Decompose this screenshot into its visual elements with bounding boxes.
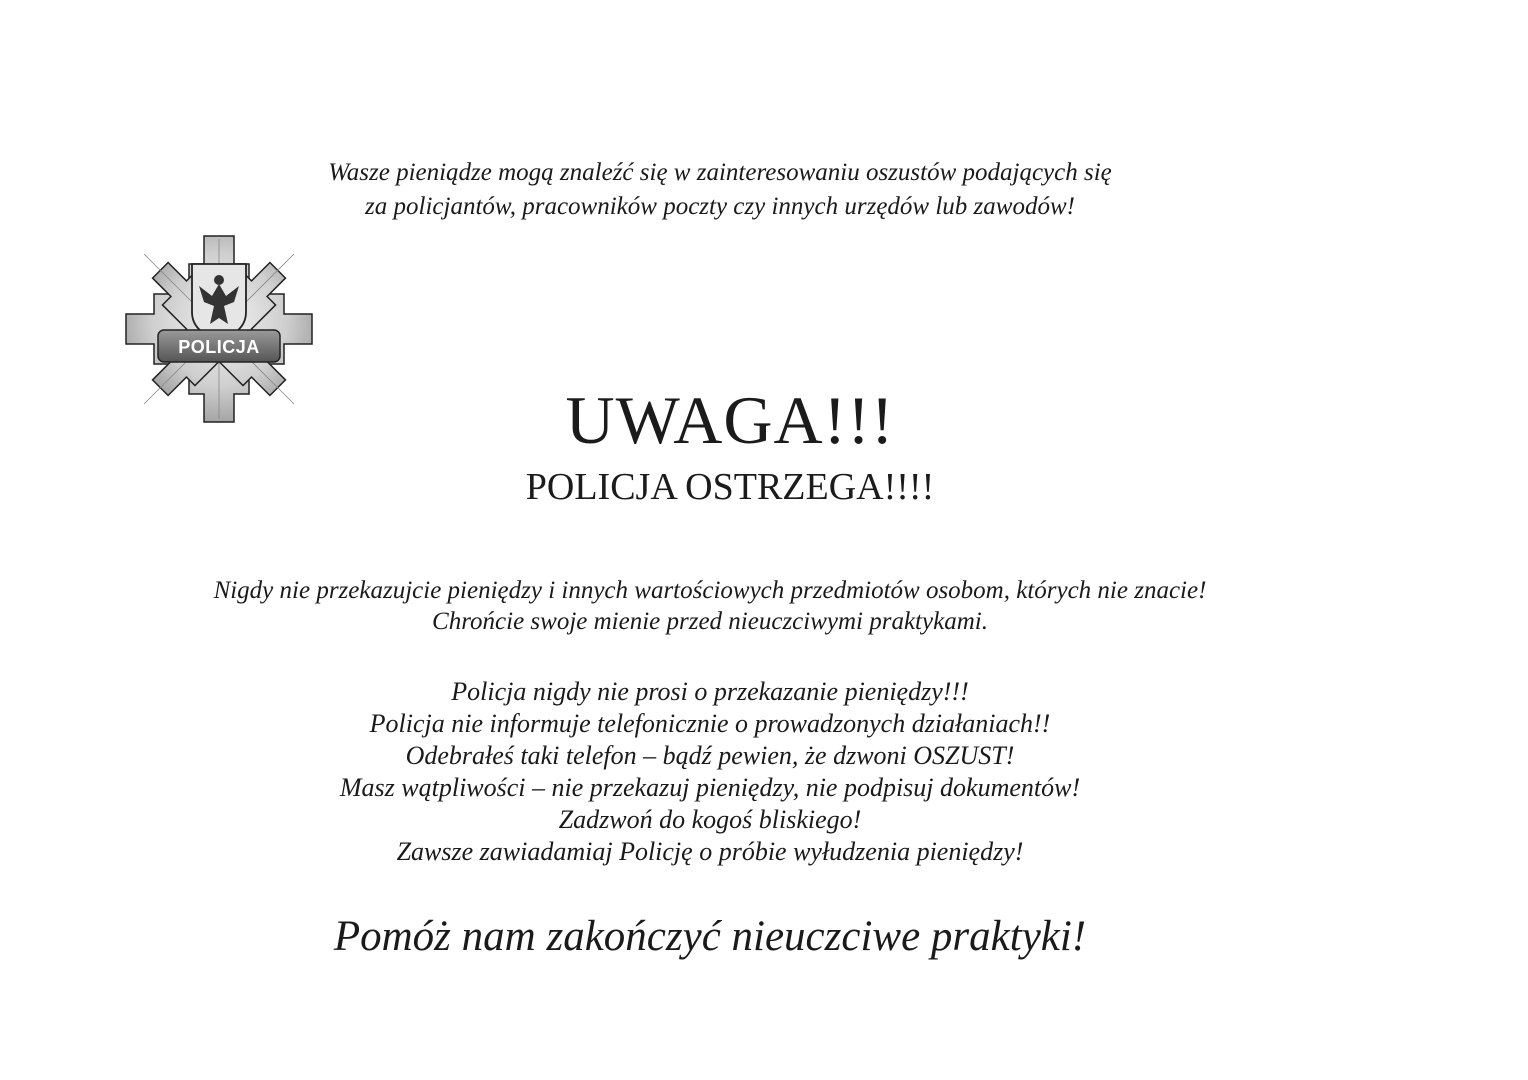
intro-line: za policjantów, pracowników poczty czy innych urzędów lub zawodów! (365, 193, 1075, 220)
warning-line: Chrońcie swoje mienie przed nieuczciwymi praktykami. (432, 608, 988, 635)
rule-line: Policja nigdy nie prosi o przekazanie pieniędzy!!! (451, 677, 969, 706)
badge-label: POLICJA (178, 337, 260, 357)
warning-paragraph (60, 575, 1360, 637)
rule-line: Masz wątpliwości – nie przekazuj pieniędzy, nie podpisuj dokumentów! (339, 773, 1081, 802)
intro-paragraph (240, 156, 1200, 224)
police-star-logo (124, 234, 314, 424)
warning-line: Nigdy nie przekazujcie pieniędzy i innych wartościowych przedmiotów osobom, których nie znacie! (213, 577, 1207, 604)
intro-line: Wasze pieniądze mogą znaleźć się w zainteresowaniu oszustów podających się (328, 159, 1112, 186)
rule-line: Zawsze zawiadamiaj Policję o próbie wyłudzenia pieniędzy! (396, 837, 1024, 866)
headline: UWAGA!!! (565, 382, 895, 458)
subheadline: POLICJA OSTRZEGA!!!! (525, 466, 935, 508)
closing-slogan: Pomóż nam zakończyć nieuczciwe praktyki! (333, 913, 1087, 960)
rule-line: Zadzwoń do kogoś bliskiego! (558, 805, 862, 834)
rules-list (160, 676, 1260, 868)
police-star-icon (124, 234, 314, 424)
rule-line: Odebrałeś taki telefon – bądź pewien, że dzwoni OSZUST! (405, 741, 1015, 770)
rule-line: Policja nie informuje telefonicznie o prowadzonych działaniach!! (369, 709, 1051, 738)
